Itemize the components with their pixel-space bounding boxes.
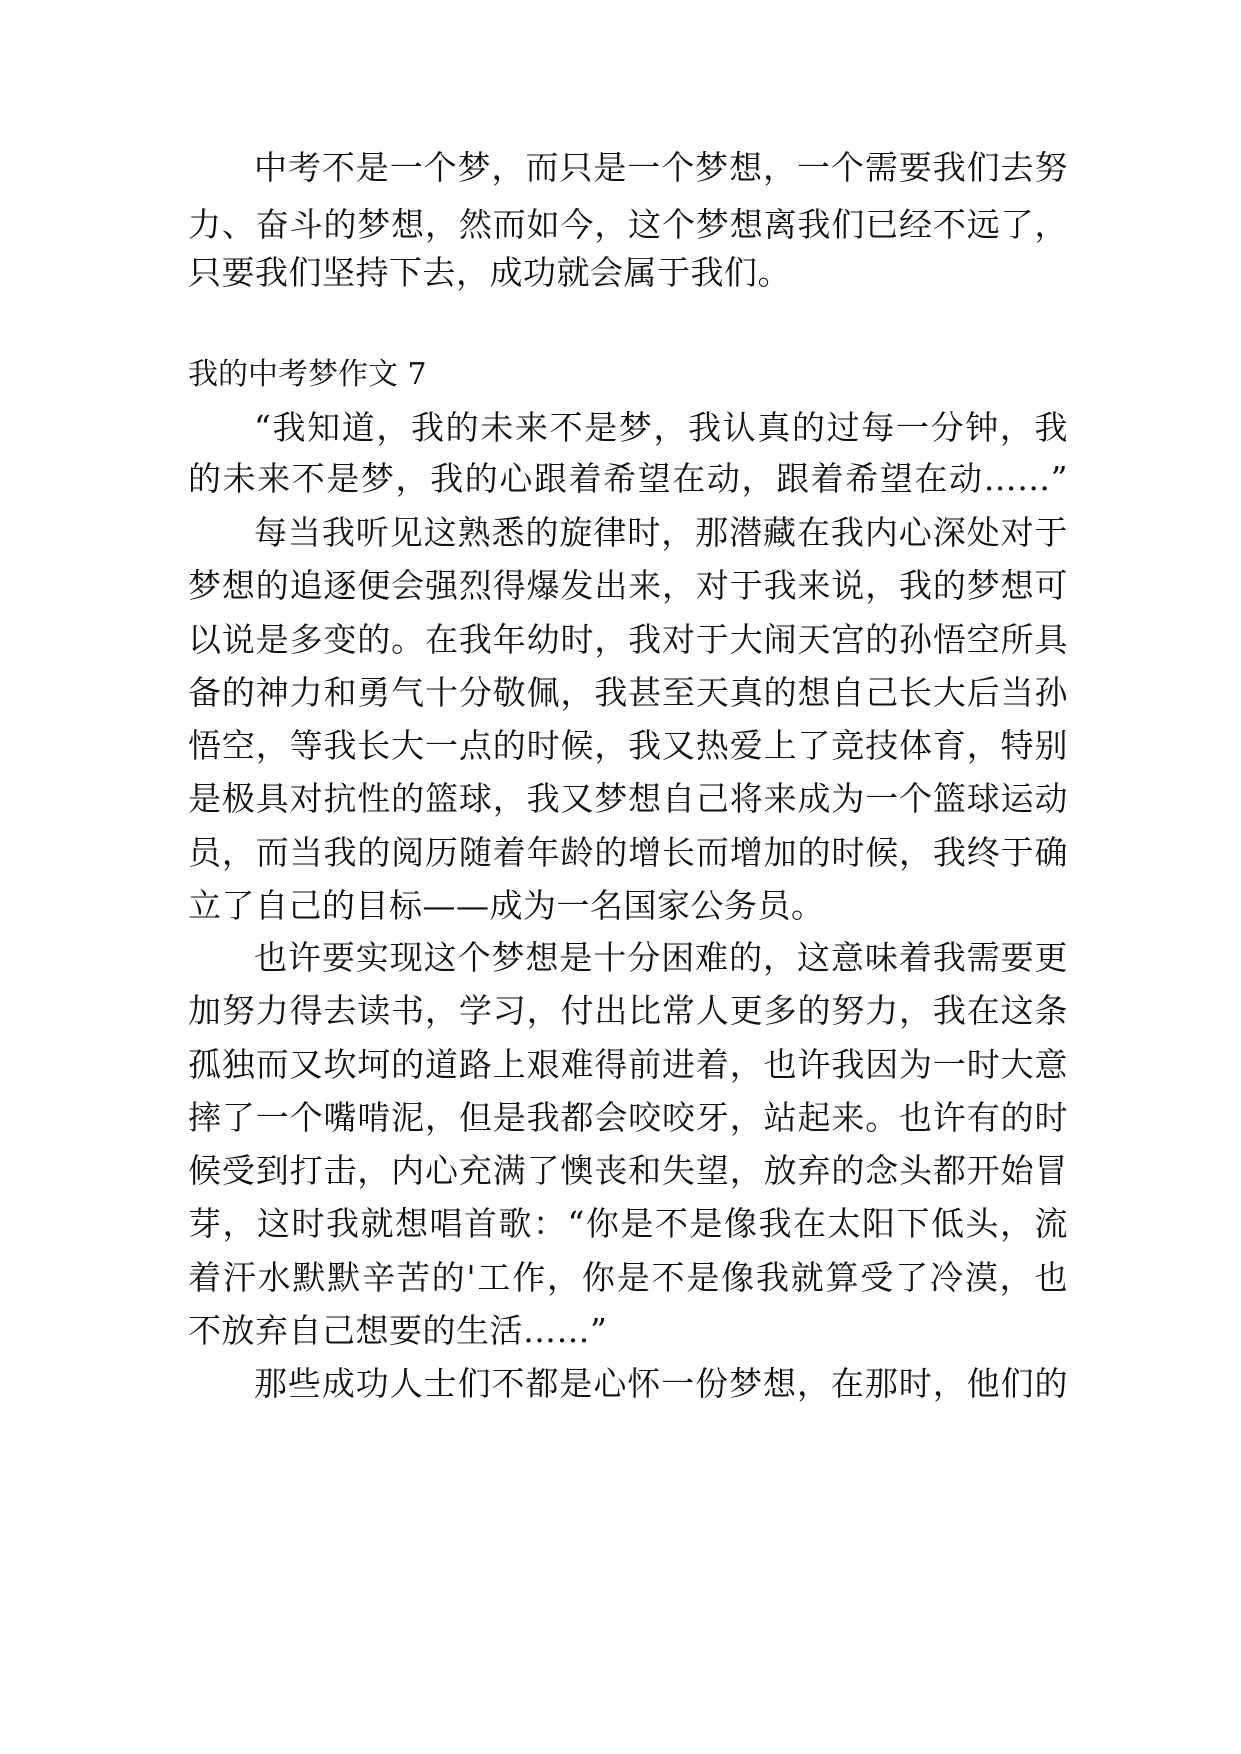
paragraph-line: 候受到打击，内心充满了懊丧和失望，放弃的念头都开始冒 xyxy=(188,1151,1068,1190)
paragraph-line: 备的神力和勇气十分敬佩，我甚至天真的想自己长大后当孙 xyxy=(188,673,1068,712)
paragraph-line: 梦想的追逐便会强烈得爆发出来，对于我来说，我的梦想可 xyxy=(188,566,1068,605)
paragraph-line: 孤独而又坎坷的道路上艰难得前进着，也许我因为一时大意 xyxy=(188,1045,1068,1084)
paragraph-line: 是极具对抗性的篮球，我又梦想自己将来成为一个篮球运动 xyxy=(188,779,1068,818)
paragraph-line: 芽，这时我就想唱首歌：“你是不是像我在太阳下低头，流 xyxy=(188,1204,1068,1243)
paragraph-line: 的未来不是梦，我的心跟着希望在动，跟着希望在动……” xyxy=(188,459,1068,498)
paragraph-line: 员，而当我的阅历随着年龄的增长而增加的时候，我终于确 xyxy=(188,833,1068,872)
section-heading: 我的中考梦作文 7 xyxy=(188,357,427,392)
paragraph-line: 不放弃自己想要的生活……” xyxy=(188,1311,608,1350)
paragraph-line: 力、奋斗的梦想，然而如今，这个梦想离我们已经不远了， xyxy=(188,205,1068,244)
paragraph-line: 每当我听见这熟悉的旋律时，那潜藏在我内心深处对于 xyxy=(254,513,1068,552)
paragraph-line: 加努力得去读书，学习，付出比常人更多的努力，我在这条 xyxy=(188,991,1068,1030)
paragraph-line: 着汗水默默辛苦的'工作，你是不是像我就算受了冷漠，也 xyxy=(188,1258,1068,1297)
paragraph-line: 悟空，等我长大一点的时候，我又热爱上了竞技体育，特别 xyxy=(188,726,1068,765)
paragraph-line: 中考不是一个梦，而只是一个梦想，一个需要我们去努 xyxy=(254,148,1068,187)
paragraph-line: 摔了一个嘴啃泥，但是我都会咬咬牙，站起来。也许有的时 xyxy=(188,1098,1068,1137)
paragraph-line: 那些成功人士们不都是心怀一份梦想，在那时，他们的 xyxy=(254,1364,1068,1403)
paragraph-line: “我知道，我的未来不是梦，我认真的过每一分钟，我 xyxy=(254,408,1068,447)
paragraph-line: 只要我们坚持下去，成功就会属于我们。 xyxy=(188,253,791,292)
paragraph-line: 立了自己的目标——成为一名国家公务员。 xyxy=(188,886,825,925)
paragraph-line: 以说是多变的。在我年幼时，我对于大闹天宫的孙悟空所具 xyxy=(188,620,1068,659)
paragraph-line: 也许要实现这个梦想是十分困难的，这意味着我需要更 xyxy=(254,938,1068,977)
